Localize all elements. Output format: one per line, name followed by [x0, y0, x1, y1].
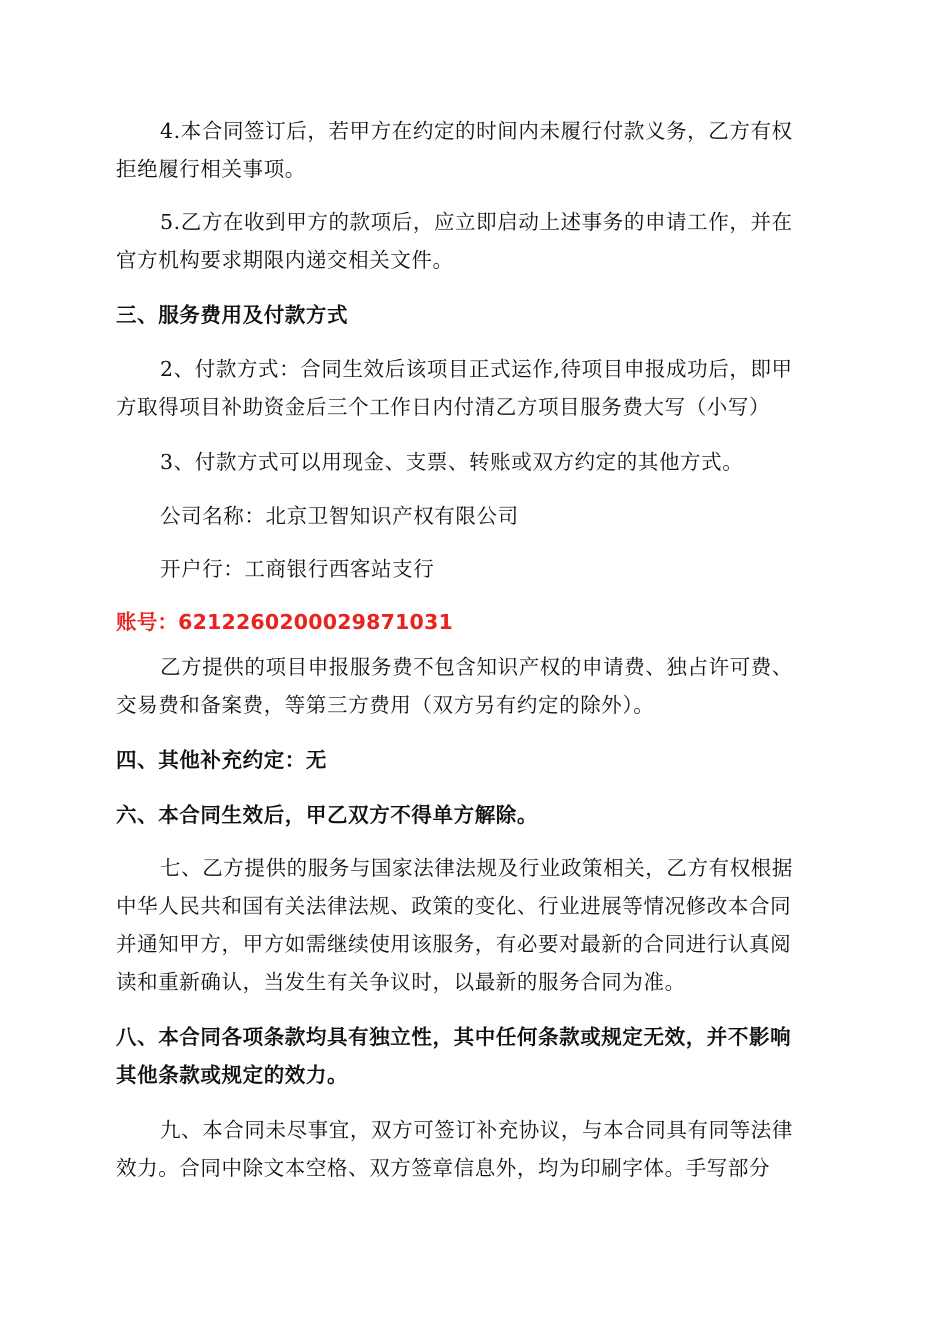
text-line: 效力。合同中除文本空格、双方签章信息外，均为印刷字体。手写部分 [116, 1156, 771, 1180]
text-line: 4.本合同签订后，若甲方在约定的时间内未履行付款义务，乙方有权 [160, 119, 793, 143]
text-line: 八、本合同各项条款均具有独立性，其中任何条款或规定无效，并不影响 [116, 1025, 792, 1049]
text-line: 2、付款方式：合同生效后该项目正式运作,待项目申报成功后，即甲 [160, 357, 793, 381]
section-heading-6: 六、本合同生效后，甲乙双方不得单方解除。 [116, 803, 538, 827]
clause-5 [116, 203, 832, 279]
text-line: 中华人民共和国有关法律法规、政策的变化、行业进展等情况修改本合同 [116, 894, 792, 918]
text-line: 乙方提供的项目申报服务费不包含知识产权的申请费、独占许可费、 [160, 655, 793, 679]
text-line: 方取得项目补助资金后三个工作日内付清乙方项目服务费大写（小写） [116, 395, 771, 419]
account-number: 账号：6212260200029871031 [116, 610, 453, 634]
clause-9 [116, 1111, 832, 1187]
text-line: 九、本合同未尽事宜，双方可签订补充协议，与本合同具有同等法律 [160, 1118, 793, 1142]
text-line: 并通知甲方，甲方如需继续使用该服务，有必要对最新的合同进行认真阅 [116, 932, 792, 956]
text-line: 读和重新确认，当发生有关争议时，以最新的服务合同为准。 [116, 970, 686, 994]
text-line: 官方机构要求期限内递交相关文件。 [116, 248, 454, 272]
bank-name: 开户行：工商银行西客站支行 [160, 557, 435, 581]
clause-7 [116, 849, 832, 1001]
payment-options-clause: 3、付款方式可以用现金、支票、转账或双方约定的其他方式。 [160, 450, 744, 474]
text-line: 其他条款或规定的效力。 [116, 1063, 349, 1087]
section-heading-8 [116, 1018, 832, 1094]
text-line: 交易费和备案费，等第三方费用（双方另有约定的除外）。 [116, 693, 655, 717]
text-line: 5.乙方在收到甲方的款项后，应立即启动上述事务的申请工作，并在 [160, 210, 793, 234]
service-fee-note [116, 648, 832, 724]
company-name: 公司名称：北京卫智知识产权有限公司 [160, 504, 519, 528]
text-line: 拒绝履行相关事项。 [116, 157, 306, 181]
text-line: 七、乙方提供的服务与国家法律法规及行业政策相关，乙方有权根据 [160, 856, 793, 880]
section-heading-3: 三、服务费用及付款方式 [116, 303, 349, 327]
section-heading-4: 四、其他补充约定：无 [116, 748, 327, 772]
clause-4 [116, 112, 832, 188]
payment-method-clause [116, 350, 832, 426]
